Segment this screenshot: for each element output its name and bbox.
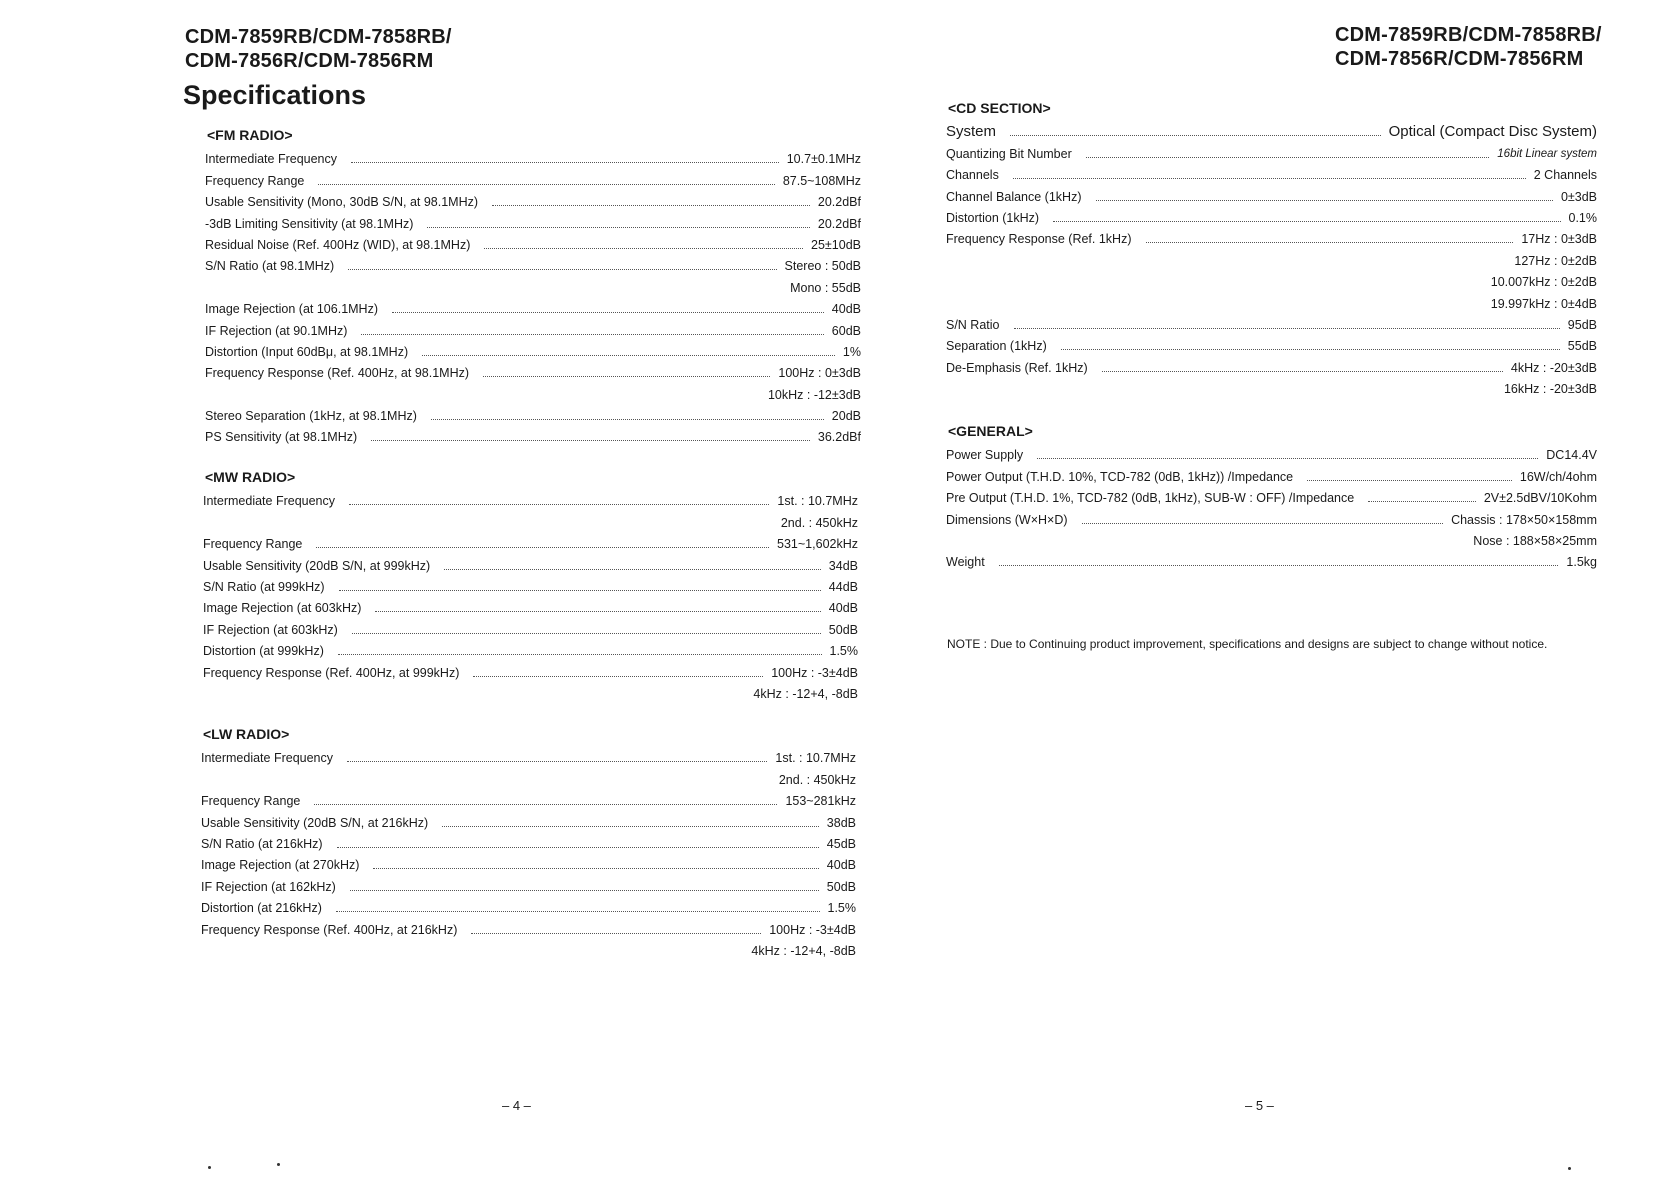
spec-value: 25±10dB — [811, 237, 861, 252]
spec-row — [205, 232, 861, 253]
spec-label: S/N Ratio (at 999kHz) — [203, 579, 325, 594]
spec-label: Distortion (Input 60dBμ, at 98.1MHz) — [205, 344, 409, 359]
dot-leader — [1086, 157, 1490, 158]
spec-label: Dimensions (W×H×D) — [946, 512, 1068, 527]
dot-leader — [1096, 200, 1553, 201]
spec-row — [203, 616, 858, 637]
spec-row — [946, 485, 1597, 506]
dot-leader — [314, 804, 777, 805]
spec-value: 20dB — [831, 409, 861, 424]
spec-label: Image Rejection (at 270kHz) — [201, 858, 360, 873]
spec-value: 4kHz : -12+4, -8dB — [751, 943, 856, 958]
spec-value: 1% — [842, 344, 861, 359]
spec-row — [201, 938, 856, 959]
spec-label: Frequency Response (Ref. 1kHz) — [946, 232, 1132, 247]
spec-label: IF Rejection (at 162kHz) — [201, 879, 336, 894]
scan-speck — [208, 1166, 211, 1169]
spec-row — [946, 506, 1597, 527]
spec-value: 2nd. : 450kHz — [778, 772, 856, 787]
spec-row — [203, 595, 858, 616]
spec-value: 20.2dBf — [817, 195, 861, 210]
dot-leader — [1014, 328, 1560, 329]
spec-row — [203, 659, 858, 680]
dot-leader — [1010, 135, 1381, 136]
spec-row — [946, 312, 1597, 333]
spec-row — [205, 253, 861, 274]
spec-label: S/N Ratio (at 98.1MHz) — [205, 259, 335, 274]
spec-label: Frequency Response (Ref. 400Hz, at 999kHz) — [203, 665, 460, 680]
spec-value: 2V±2.5dBV/10Kohm — [1483, 491, 1597, 506]
spec-label: Intermediate Frequency — [201, 751, 334, 766]
spec-row — [205, 210, 861, 231]
spec-value: 36.2dBf — [817, 430, 861, 445]
dot-leader — [316, 547, 769, 548]
spec-row — [201, 831, 856, 852]
spec-value: Nose : 188×58×25mm — [1473, 533, 1597, 548]
spec-value: 10kHz : -12±3dB — [767, 387, 861, 402]
spec-row — [201, 766, 856, 787]
dot-leader — [444, 569, 821, 570]
spec-label: Usable Sensitivity (Mono, 30dB S/N, at 98.1MHz) — [205, 195, 479, 210]
dot-leader — [427, 227, 810, 228]
spec-value: 16bit Linear system — [1497, 147, 1597, 160]
spec-value: 4kHz : -20±3dB — [1510, 360, 1597, 375]
spec-row — [205, 146, 861, 167]
spec-value: 50dB — [826, 879, 856, 894]
spec-value: 45dB — [826, 836, 856, 851]
spec-row — [946, 226, 1597, 247]
spec-row — [205, 167, 861, 188]
spec-label: -3dB Limiting Sensitivity (at 98.1MHz) — [205, 216, 414, 231]
spec-row — [946, 463, 1597, 484]
general-section — [946, 420, 1597, 570]
spec-row — [201, 745, 856, 766]
spec-value: 1.5kg — [1566, 555, 1597, 570]
spec-label: Quantizing Bit Number — [946, 146, 1072, 161]
spec-value: 19.997kHz : 0±4dB — [1490, 296, 1597, 311]
dot-leader — [338, 654, 822, 655]
spec-value: 10.7±0.1MHz — [786, 152, 861, 167]
spec-label: Stereo Separation (1kHz, at 98.1MHz) — [205, 409, 417, 424]
spec-value: Chassis : 178×50×158mm — [1451, 512, 1597, 527]
spec-label: IF Rejection (at 90.1MHz) — [205, 323, 348, 338]
spec-row — [205, 296, 861, 317]
page-number-right: – 5 – — [1245, 1098, 1274, 1113]
spec-value: 127Hz : 0±2dB — [1514, 253, 1597, 268]
spec-row — [203, 638, 858, 659]
section-heading: <MW RADIO> — [205, 469, 296, 485]
spec-label: Channel Balance (1kHz) — [946, 189, 1082, 204]
spec-label: Frequency Range — [201, 794, 301, 809]
spec-label: Usable Sensitivity (20dB S/N, at 999kHz) — [203, 558, 431, 573]
spec-label: Frequency Range — [203, 537, 303, 552]
dot-leader — [375, 611, 820, 612]
spec-value: 100Hz : 0±3dB — [778, 366, 861, 381]
spec-label: PS Sensitivity (at 98.1MHz) — [205, 430, 358, 445]
spec-row — [205, 339, 861, 360]
spec-label: Channels — [946, 168, 999, 183]
page-number-left: – 4 – — [502, 1098, 531, 1113]
spec-row — [205, 189, 861, 210]
dot-leader — [371, 440, 810, 441]
spec-label: IF Rejection (at 603kHz) — [203, 622, 338, 637]
spec-value: 1.5% — [827, 901, 856, 916]
spec-value: 40dB — [828, 601, 858, 616]
spec-row — [946, 119, 1597, 140]
spec-value: 1st. : 10.7MHz — [777, 494, 858, 509]
spec-value: 531~1,602kHz — [777, 537, 858, 552]
dot-leader — [422, 355, 835, 356]
spec-row — [205, 424, 861, 445]
dot-leader — [999, 565, 1559, 566]
spec-label: Frequency Range — [205, 173, 305, 188]
spec-row — [205, 403, 861, 424]
dot-leader — [392, 312, 824, 313]
spec-row — [203, 509, 858, 530]
spec-row — [946, 528, 1597, 549]
spec-row — [201, 788, 856, 809]
right-header-models — [1335, 23, 1602, 71]
spec-label: Frequency Response (Ref. 400Hz, at 98.1MHz) — [205, 366, 470, 381]
spec-row — [946, 247, 1597, 268]
spec-label: Intermediate Frequency — [203, 494, 336, 509]
dot-leader — [352, 633, 821, 634]
spec-value: Optical (Compact Disc System) — [1388, 123, 1597, 141]
spec-label: Separation (1kHz) — [946, 339, 1047, 354]
spec-value: 44dB — [828, 579, 858, 594]
spec-label: S/N Ratio (at 216kHz) — [201, 836, 323, 851]
spec-label: Power Supply — [946, 448, 1024, 463]
spec-value: Mono : 55dB — [790, 280, 861, 295]
dot-leader — [1307, 480, 1512, 481]
spec-row — [946, 549, 1597, 570]
spec-row — [201, 852, 856, 873]
spec-row — [946, 376, 1597, 397]
spec-label: De-Emphasis (Ref. 1kHz) — [946, 360, 1088, 375]
left-header-models — [185, 25, 452, 73]
spec-value: 60dB — [831, 323, 861, 338]
dot-leader — [361, 334, 823, 335]
dot-leader — [1368, 501, 1476, 502]
spec-row — [201, 895, 856, 916]
cd-section — [946, 97, 1597, 397]
spec-row — [203, 552, 858, 573]
spec-value: 20.2dBf — [817, 216, 861, 231]
spec-row — [946, 269, 1597, 290]
spec-value: 153~281kHz — [785, 794, 856, 809]
spec-row — [946, 162, 1597, 183]
spec-label: Image Rejection (at 106.1MHz) — [205, 302, 378, 317]
spec-row — [946, 205, 1597, 226]
dot-leader — [350, 890, 819, 891]
spec-label: Power Output (T.H.D. 10%, TCD-782 (0dB, 1kHz)) /Impedance — [946, 469, 1294, 484]
dot-leader — [1061, 349, 1560, 350]
spec-row — [203, 681, 858, 702]
spec-label: Distortion (1kHz) — [946, 210, 1040, 225]
spec-value: 1st. : 10.7MHz — [775, 751, 856, 766]
spec-row — [201, 916, 856, 937]
spec-value: 4kHz : -12+4, -8dB — [753, 686, 858, 701]
spec-row — [946, 354, 1597, 375]
spec-label: Distortion (at 999kHz) — [203, 644, 324, 659]
dot-leader — [351, 162, 779, 163]
spec-row — [205, 381, 861, 402]
spec-value: 2 Channels — [1533, 168, 1597, 183]
spec-row — [946, 290, 1597, 311]
spec-value: 38dB — [826, 815, 856, 830]
spec-value: 55dB — [1567, 339, 1597, 354]
spec-value: 17Hz : 0±3dB — [1521, 232, 1597, 247]
section-heading: <GENERAL> — [948, 423, 1033, 439]
spec-label: Intermediate Frequency — [205, 152, 338, 167]
dot-leader — [492, 205, 810, 206]
dot-leader — [348, 269, 776, 270]
spec-value: 100Hz : -3±4dB — [769, 922, 856, 937]
dot-leader — [473, 676, 763, 677]
spec-row — [203, 488, 858, 509]
dot-leader — [373, 868, 818, 869]
spec-value: 0.1% — [1568, 210, 1597, 225]
model-line-2: CDM-7856R/CDM-7856RM — [185, 50, 434, 72]
spec-row — [205, 317, 861, 338]
spec-value: 100Hz : -3±4dB — [771, 665, 858, 680]
spec-value: 1.5% — [829, 644, 858, 659]
spec-label: Frequency Response (Ref. 400Hz, at 216kHz) — [201, 922, 458, 937]
spec-row — [205, 274, 861, 295]
dot-leader — [337, 847, 819, 848]
model-line-1: CDM-7859RB/CDM-7858RB/ — [1335, 24, 1602, 46]
model-line-1: CDM-7859RB/CDM-7858RB/ — [185, 26, 452, 48]
dot-leader — [431, 419, 824, 420]
dot-leader — [1082, 523, 1444, 524]
page-title: Specifications — [183, 80, 367, 110]
spec-label: Image Rejection (at 603kHz) — [203, 601, 362, 616]
dot-leader — [1013, 178, 1526, 179]
dot-leader — [349, 504, 769, 505]
spec-label: S/N Ratio — [946, 317, 1000, 332]
note-text: NOTE : Due to Continuing product improvement, specifications and designs are subject to change without notice. — [947, 637, 1548, 651]
spec-row — [205, 360, 861, 381]
spec-value: 34dB — [828, 558, 858, 573]
spec-value: 10.007kHz : 0±2dB — [1490, 275, 1597, 290]
spec-label: System — [946, 123, 997, 141]
mw-radio-section — [203, 466, 858, 702]
lw-radio-section — [201, 723, 856, 959]
spec-value: 0±3dB — [1560, 189, 1597, 204]
section-heading: <CD SECTION> — [948, 100, 1051, 116]
spec-label: Residual Noise (Ref. 400Hz (WID), at 98.1MHz) — [205, 237, 471, 252]
dot-leader — [1102, 371, 1503, 372]
spec-row — [203, 574, 858, 595]
dot-leader — [1146, 242, 1514, 243]
spec-value: 40dB — [826, 858, 856, 873]
spec-row — [946, 140, 1597, 161]
spec-row — [946, 333, 1597, 354]
spec-value: 95dB — [1567, 317, 1597, 332]
spec-row — [201, 809, 856, 830]
spec-row — [201, 873, 856, 894]
fm-radio-section — [205, 124, 861, 445]
spec-label: Usable Sensitivity (20dB S/N, at 216kHz) — [201, 815, 429, 830]
dot-leader — [339, 590, 821, 591]
spec-value: 87.5~108MHz — [782, 173, 861, 188]
dot-leader — [484, 248, 803, 249]
scan-speck — [1568, 1167, 1571, 1170]
dot-leader — [471, 933, 761, 934]
spec-value: Stereo : 50dB — [784, 259, 861, 274]
spec-row — [946, 183, 1597, 204]
spec-label: Distortion (at 216kHz) — [201, 901, 322, 916]
dot-leader — [318, 184, 774, 185]
spec-label: Weight — [946, 555, 985, 570]
dot-leader — [483, 376, 770, 377]
dot-leader — [347, 761, 767, 762]
dot-leader — [442, 826, 819, 827]
spec-label: Pre Output (T.H.D. 1%, TCD-782 (0dB, 1kHz), SUB-W : OFF) /Impedance — [946, 491, 1355, 506]
section-heading: <LW RADIO> — [203, 726, 290, 742]
model-line-2: CDM-7856R/CDM-7856RM — [1335, 48, 1584, 70]
spec-value: 16W/ch/4ohm — [1519, 469, 1597, 484]
spec-row — [203, 531, 858, 552]
section-heading: <FM RADIO> — [207, 127, 293, 143]
spec-value: 16kHz : -20±3dB — [1503, 382, 1597, 397]
scan-speck — [277, 1163, 280, 1166]
dot-leader — [1037, 458, 1538, 459]
spec-value: 40dB — [831, 302, 861, 317]
spec-row — [946, 442, 1597, 463]
dot-leader — [336, 911, 820, 912]
dot-leader — [1053, 221, 1560, 222]
spec-value: DC14.4V — [1546, 448, 1597, 463]
spec-value: 2nd. : 450kHz — [780, 515, 858, 530]
spec-value: 50dB — [828, 622, 858, 637]
